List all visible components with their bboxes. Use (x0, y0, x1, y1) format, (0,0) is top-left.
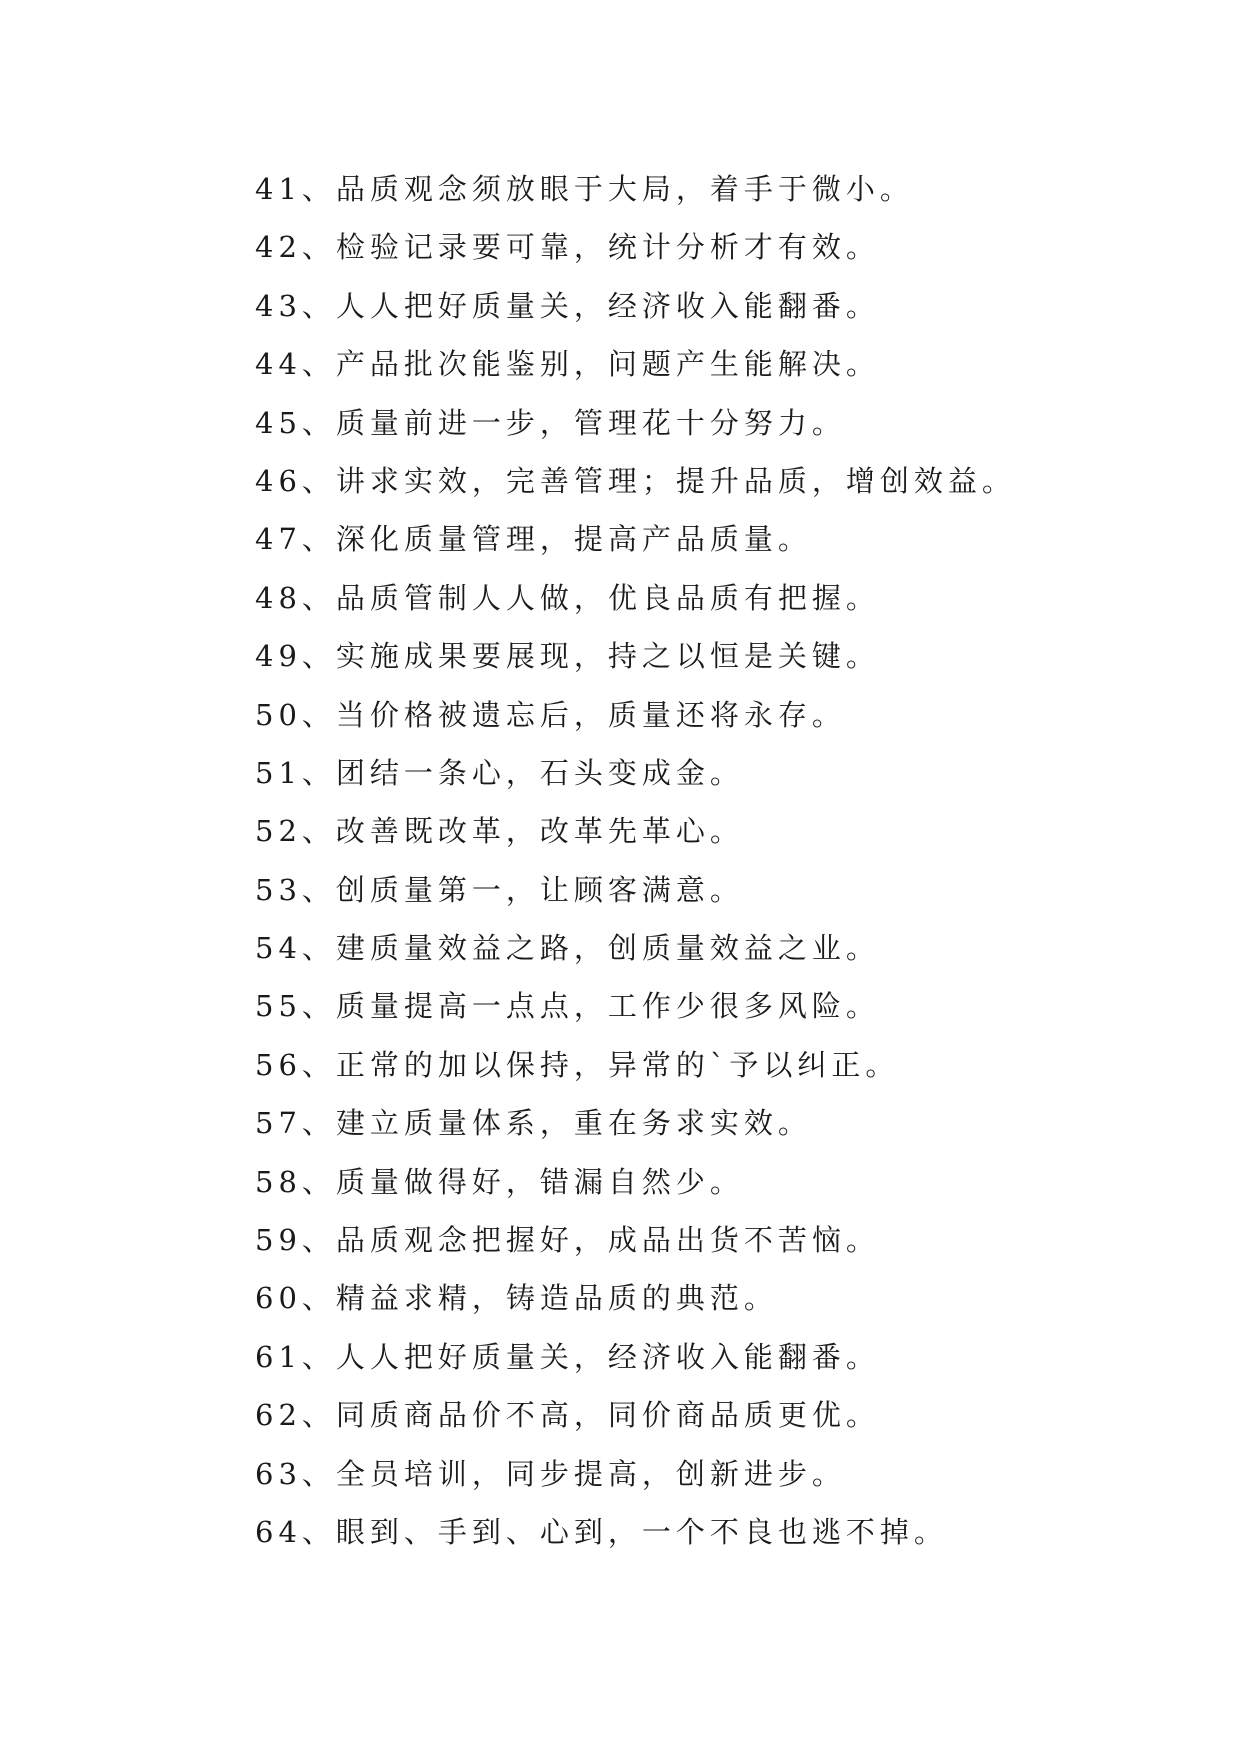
slogan-line-41: 41、品质观念须放眼于大局，着手于微小。 (255, 172, 914, 206)
slogan-line-63: 63、全员培训，同步提高，创新进步。 (255, 1456, 846, 1491)
slogan-line-43: 43、人人把好质量关，经济收入能翻番。 (255, 288, 880, 323)
slogan-list (255, 160, 1016, 1561)
slogan-line-56: 56、正常的加以保持，异常的`予以纠正。 (255, 1047, 900, 1082)
slogan-line-58: 58、质量做得好，错漏自然少。 (255, 1164, 744, 1199)
slogan-line-45: 45、质量前进一步，管理花十分努力。 (255, 405, 846, 440)
slogan-line-46: 46、讲求实效，完善管理；提升品质，增创效益。 (255, 463, 1016, 498)
slogan-line-60: 60、精益求精，铸造品质的典范。 (255, 1281, 778, 1316)
slogan-line-44: 44、产品批次能鉴别，问题产生能解决。 (255, 347, 880, 382)
slogan-line-42: 42、检验记录要可靠，统计分析才有效。 (255, 230, 880, 265)
slogan-line-55: 55、质量提高一点点，工作少很多风险。 (255, 989, 880, 1024)
slogan-line-51: 51、团结一条心，石头变成金。 (255, 755, 744, 790)
slogan-line-61: 61、人人把好质量关，经济收入能翻番。 (255, 1339, 880, 1374)
slogan-line-54: 54、建质量效益之路，创质量效益之业。 (255, 931, 880, 966)
slogan-line-48: 48、品质管制人人做，优良品质有把握。 (255, 580, 880, 615)
slogan-line-50: 50、当价格被遗忘后，质量还将永存。 (255, 697, 846, 732)
slogan-line-52: 52、改善既改革，改革先革心。 (255, 814, 744, 849)
slogan-line-47: 47、深化质量管理，提高产品质量。 (255, 522, 812, 557)
slogan-line-53: 53、创质量第一，让顾客满意。 (255, 872, 744, 907)
slogan-line-64: 64、眼到、手到、心到，一个不良也逃不掉。 (255, 1514, 948, 1549)
slogan-line-62: 62、同质商品价不高，同价商品质更优。 (255, 1398, 880, 1433)
slogan-line-49: 49、实施成果要展现，持之以恒是关键。 (255, 639, 880, 674)
slogan-line-57: 57、建立质量体系，重在务求实效。 (255, 1106, 812, 1141)
slogan-line-59: 59、品质观念把握好，成品出货不苦恼。 (255, 1223, 880, 1258)
